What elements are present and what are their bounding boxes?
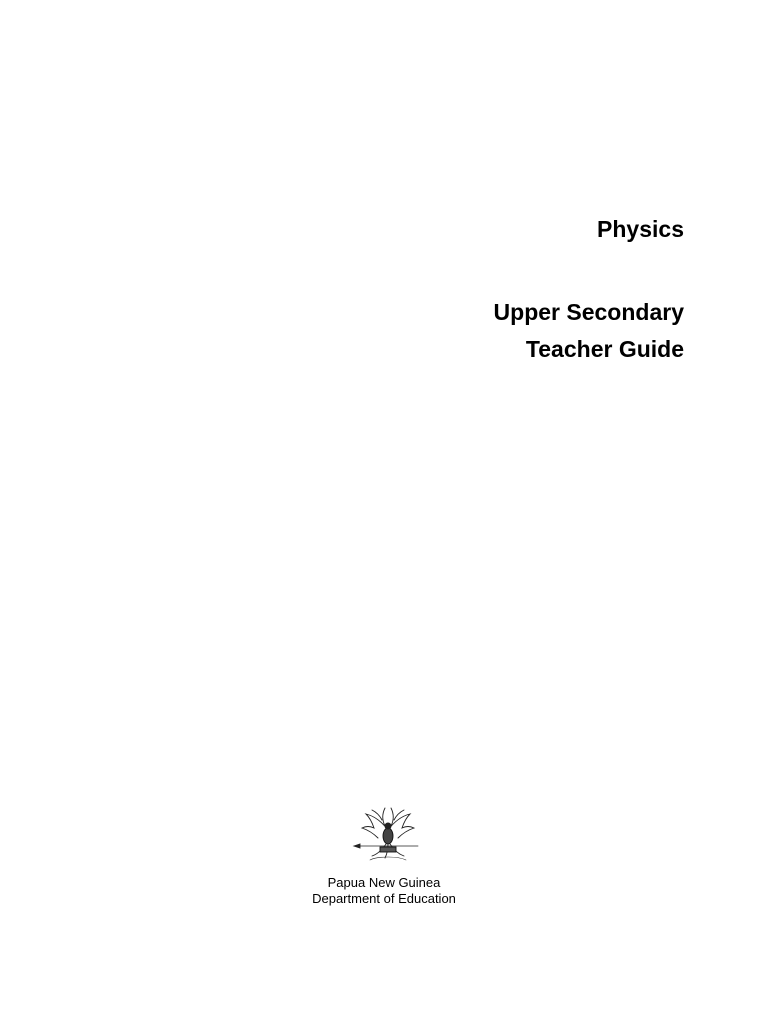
subject-title: Physics: [597, 216, 684, 242]
bird-of-paradise-emblem-icon: [352, 806, 424, 864]
publisher-country: Papua New Guinea: [327, 875, 441, 890]
level-title: Upper Secondary: [493, 299, 684, 325]
publisher-department: Department of Education: [312, 891, 456, 906]
publisher-block: [0, 875, 768, 907]
title-block: [494, 218, 684, 361]
document-type-title: Teacher Guide: [525, 336, 684, 362]
